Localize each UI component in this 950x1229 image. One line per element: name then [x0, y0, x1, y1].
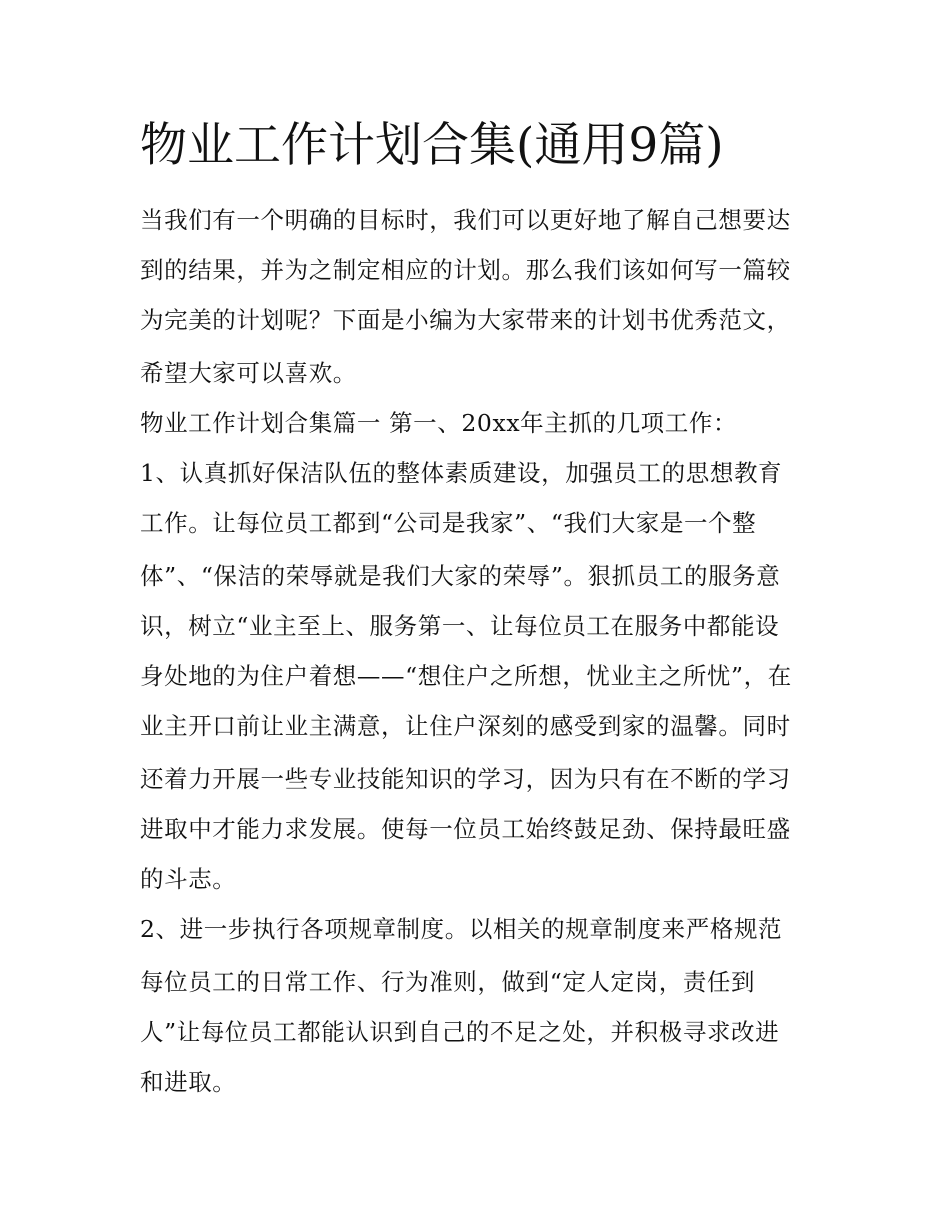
paragraph-line: 进取中才能力求发展。使每一位员工始终鼓足劲、保持最旺盛 — [140, 815, 791, 843]
section-heading-line: 物业工作计划合集篇一 第一、20xx年主抓的几项工作： — [140, 409, 738, 437]
paragraph-line: 每位员工的日常工作、行为准则，做到“定人定岗，责任到 — [140, 968, 756, 996]
paragraph-line: 2、进一步执行各项规章制度。以相关的规章制度来严格规范 — [140, 915, 783, 943]
paragraph-line: 和进取。 — [140, 1068, 237, 1096]
paragraph-line: 为完美的计划呢？下面是小编为大家带来的计划书优秀范文， — [140, 306, 791, 334]
paragraph-line: 人”让每位员工都能认识到自己的不足之处，并积极寻求改进 — [140, 1018, 780, 1046]
paragraph-line: 还着力开展一些专业技能知识的学习，因为只有在不断的学习 — [140, 765, 791, 793]
paragraph-line: 业主开口前让业主满意，让住户深刻的感受到家的温馨。同时 — [140, 712, 791, 740]
paragraph-line: 体”、“保洁的荣辱就是我们大家的荣辱”。狠抓员工的服务意 — [140, 562, 781, 590]
paragraph-line: 到的结果，并为之制定相应的计划。那么我们该如何写一篇较 — [140, 256, 791, 284]
paragraph-line: 当我们有一个明确的目标时，我们可以更好地了解自己想要达 — [140, 206, 791, 234]
paragraph-line: 的斗志。 — [140, 865, 237, 893]
paragraph-line: 工作。让每位员工都到“公司是我家”、“我们大家是一个整 — [140, 509, 757, 537]
paragraph-line: 身处地的为住户着想——“想住户之所想，忧业主之所忧”，在 — [140, 662, 792, 690]
paragraph-line: 识，树立“业主至上、服务第一、让每位员工在服务中都能设 — [140, 612, 780, 640]
paragraph-line: 1、认真抓好保洁队伍的整体素质建设，加强员工的思想教育 — [140, 459, 783, 487]
document-title: 物业工作计划合集(通用9篇) — [140, 118, 724, 173]
paragraph-line: 希望大家可以喜欢。 — [140, 359, 357, 387]
